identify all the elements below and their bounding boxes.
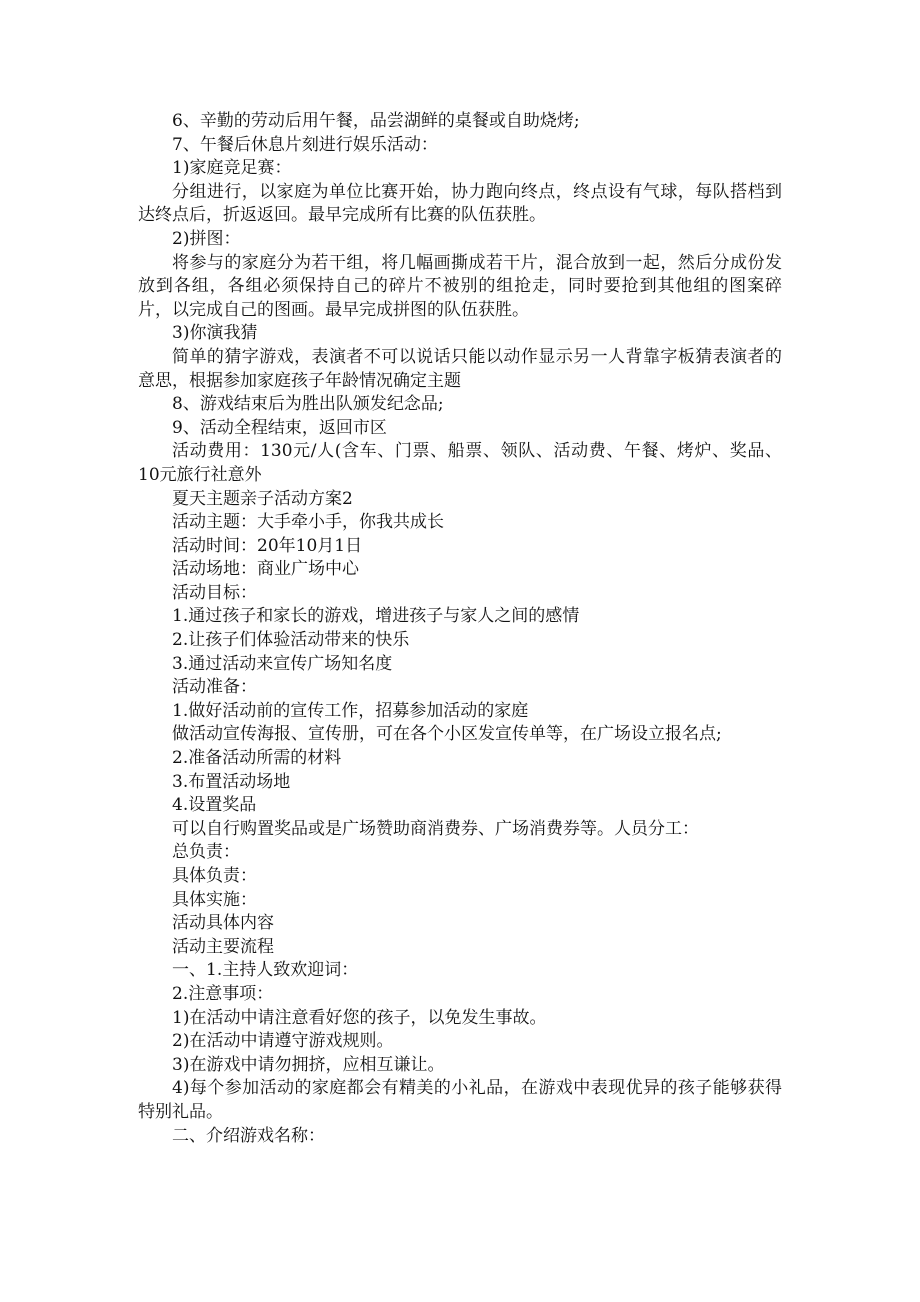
paragraph-content-heading: 活动具体内容	[172, 913, 274, 934]
paragraph-charades-rules: 简单的猜字游戏，表演者不可以说话只能以动作显示另一人背靠字板猜表演者的意思，根据参加家庭孩子年龄情况确定主题	[138, 346, 782, 391]
paragraph-goal-3: 3.通过活动来宣传广场知名度	[172, 653, 393, 674]
paragraph-venue: 活动场地：商业广场中心	[172, 559, 359, 580]
paragraph-note-1: 1)在活动中请注意看好您的孩子，以免发生事故。	[172, 1007, 547, 1028]
paragraph-goals-heading: 活动目标：	[172, 582, 257, 603]
paragraph-prep-1: 1.做好活动前的宣传工作，招募参加活动的家庭	[172, 700, 529, 721]
paragraph-chief: 总负责：	[172, 842, 240, 863]
paragraph-note-3: 3)在游戏中请勿拥挤，应相互谦让。	[172, 1054, 445, 1075]
paragraph-specific-lead: 具体负责：	[172, 866, 257, 886]
paragraph-family-race-rules: 分组进行，以家庭为单位比赛开始，协力跑向终点，终点设有气球，每队搭档到达终点后，折返返回。最早完成所有比赛的队伍获胜。	[138, 181, 782, 226]
paragraph-welcome: 一、1.主持人致欢迎词：	[172, 960, 359, 981]
paragraph-implementation: 具体实施：	[172, 889, 257, 910]
paragraph-note-4: 4)每个参加活动的家庭都会有精美的小礼品，在游戏中表现优异的孩子能够获得特别礼品。	[138, 1078, 782, 1122]
paragraph-theme: 活动主题：大手牵小手，你我共成长	[172, 512, 444, 533]
paragraph-return: 9、活动全程结束，返回市区	[172, 417, 387, 438]
paragraph-lunch: 6、辛勤的劳动后用午餐，品尝湖鲜的桌餐或自助烧烤;	[172, 111, 580, 131]
paragraph-prizes-staff: 可以自行购置奖品或是广场赞助商消费券、广场消费券等。人员分工：	[172, 818, 699, 839]
paragraph-time: 活动时间：20年10月1日	[172, 535, 363, 556]
paragraph-prep-3: 3.布置活动场地	[172, 771, 291, 792]
paragraph-family-race-heading: 1)家庭竞足赛：	[172, 158, 292, 179]
paragraph-game-names: 二、介绍游戏名称：	[172, 1125, 325, 1146]
paragraph-rest-activity: 7、午餐后休息片刻进行娱乐活动：	[172, 134, 438, 155]
paragraph-charades-heading: 3)你演我猜	[172, 323, 258, 344]
paragraph-goal-1: 1.通过孩子和家长的游戏，增进孩子与家人之间的感情	[172, 606, 580, 627]
paragraph-goal-2: 2.让孩子们体验活动带来的快乐	[172, 630, 410, 651]
paragraph-prep-1-detail: 做活动宣传海报、宣传册，可在各个小区发宣传单等，在广场设立报名点;	[172, 724, 722, 745]
paragraph-notes-heading: 2.注意事项：	[172, 983, 274, 1004]
paragraph-puzzle-heading: 2)拼图：	[172, 228, 241, 249]
paragraph-prep-2: 2.准备活动所需的材料	[172, 748, 342, 769]
paragraph-prep-4: 4.设置奖品	[172, 795, 257, 816]
section-title-plan-2: 夏天主题亲子活动方案2	[172, 488, 353, 509]
paragraph-flow-heading: 活动主要流程	[172, 936, 274, 957]
paragraph-award: 8、游戏结束后为胜出队颁发纪念品;	[172, 394, 444, 415]
paragraph-note-2: 2)在活动中请遵守游戏规则。	[172, 1031, 394, 1052]
paragraph-preparation-heading: 活动准备：	[172, 677, 257, 698]
paragraph-fee: 活动费用：130元/人(含车、门票、船票、领队、活动费、午餐、烤炉、奖品、10元旅行社意外	[138, 441, 782, 485]
document-body	[138, 110, 782, 1148]
paragraph-puzzle-rules: 将参与的家庭分为若干组，将几幅画撕成若干片，混合放到一起，然后分成份发放到各组，各组必须保持自己的碎片不被别的组抢走，同时要抢到其他组的图案碎片，以完成自己的图画。最早完成拼图的队伍获胜。	[138, 252, 782, 320]
